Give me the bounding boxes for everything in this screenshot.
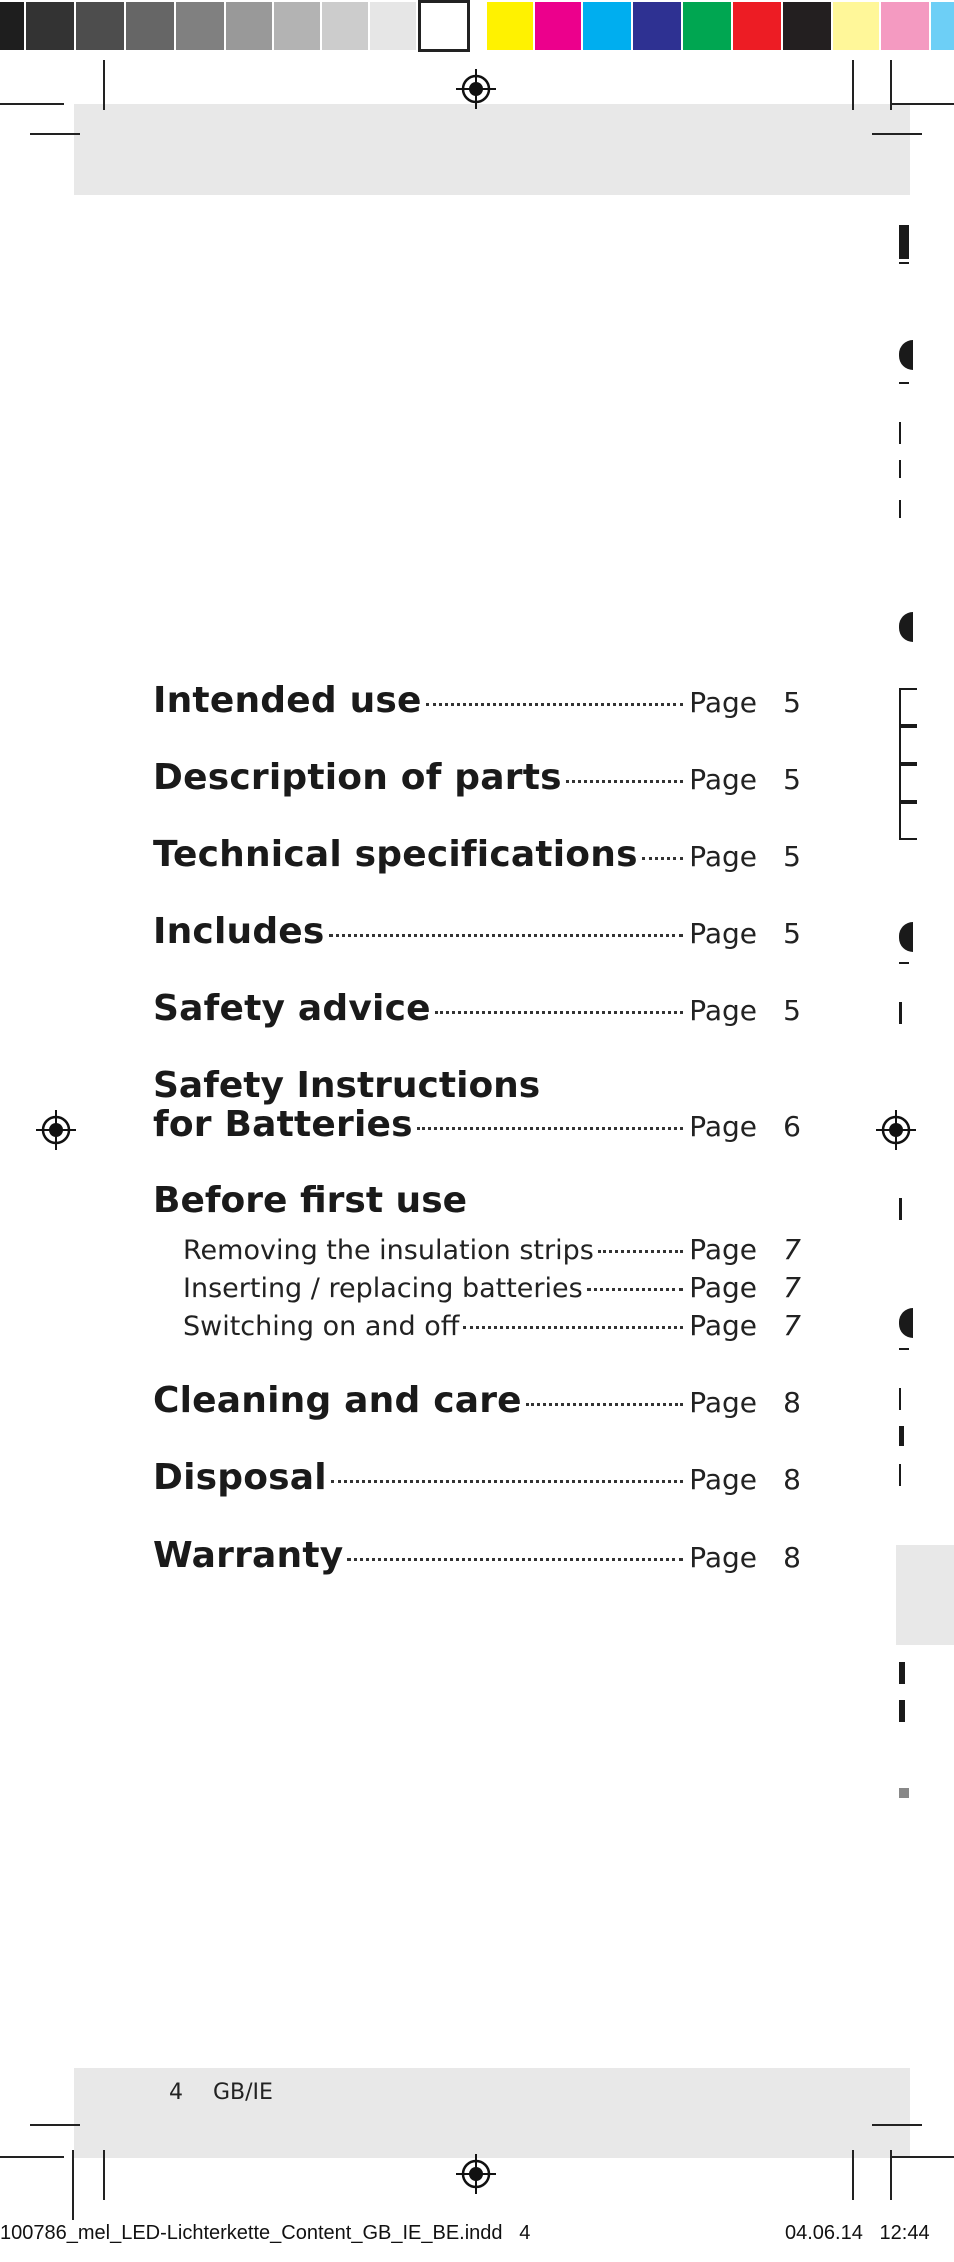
page-word: Page <box>689 1233 757 1266</box>
leader-dots <box>347 1558 683 1561</box>
toc-subentry-title: Inserting / replacing batteries <box>183 1273 583 1304</box>
page-number: 8 <box>783 1386 801 1419</box>
color-swatch <box>931 2 954 50</box>
page-word: Page <box>689 917 757 950</box>
table-fragment <box>899 802 917 840</box>
toc-entry-title: Disposal <box>153 1457 327 1498</box>
grey-swatch <box>0 2 24 50</box>
text-fragment <box>899 500 901 518</box>
leader-dots <box>598 1250 683 1253</box>
toc-subentry-title: Removing the insulation strips <box>183 1235 594 1266</box>
crop-mark <box>852 60 854 110</box>
table-fragment <box>899 726 917 764</box>
toc-entry <box>153 680 801 721</box>
rule-fragment <box>899 262 909 264</box>
toc-entry <box>153 1457 801 1498</box>
heading-fragment <box>899 225 909 259</box>
leader-dots <box>642 857 684 860</box>
crop-mark <box>872 2124 922 2126</box>
heading-fragment <box>899 340 913 370</box>
grey-swatch <box>176 2 224 50</box>
page-word: Page <box>689 1541 757 1574</box>
footer-locale: GB/IE <box>213 2080 273 2105</box>
toc-section-heading: Before first use <box>153 1180 468 1221</box>
page-number: 7 <box>783 1271 801 1304</box>
page-number: 7 <box>783 1233 801 1266</box>
toc-entry-title: Cleaning and care <box>153 1380 522 1421</box>
table-fragment <box>899 688 917 726</box>
rule-fragment <box>899 962 909 964</box>
bullet-fragment <box>899 1788 909 1798</box>
header-band <box>74 104 910 195</box>
page-word: Page <box>689 994 757 1027</box>
rule-fragment <box>899 382 909 384</box>
page-number: 5 <box>783 840 801 873</box>
page-number: 8 <box>783 1541 801 1574</box>
toc-entry-title: Includes <box>153 911 325 952</box>
crop-mark <box>890 2156 954 2158</box>
leader-dots <box>526 1403 683 1406</box>
leader-dots <box>587 1288 684 1291</box>
crop-mark <box>30 2124 80 2126</box>
page-word: Page <box>689 1386 757 1419</box>
leader-dots <box>426 703 684 706</box>
grey-swatch <box>418 0 470 52</box>
crop-mark <box>0 103 64 105</box>
color-swatch <box>583 2 631 50</box>
crop-mark <box>103 2150 105 2200</box>
crop-mark <box>0 2156 64 2158</box>
registration-mark-icon <box>456 2154 496 2194</box>
crop-mark <box>72 2150 74 2220</box>
crop-mark <box>103 60 105 110</box>
rule-fragment <box>899 1348 909 1350</box>
heading-fragment <box>899 1308 913 1338</box>
color-swatch <box>733 2 781 50</box>
text-fragment <box>899 1700 905 1722</box>
crop-mark <box>890 103 954 105</box>
grey-swatch <box>322 2 368 50</box>
page-word: Page <box>689 1309 757 1342</box>
toc-entry <box>153 757 801 798</box>
leader-dots <box>435 1011 683 1014</box>
toc-entry-title: Intended use <box>153 680 422 721</box>
text-fragment <box>899 1662 905 1684</box>
page-word: Page <box>689 686 757 719</box>
toc-subentry <box>183 1233 801 1266</box>
toc-entry-title-line1: Safety Instructions <box>153 1065 541 1106</box>
text-fragment <box>899 460 901 478</box>
page-word: Page <box>689 1271 757 1304</box>
grey-swatch <box>274 2 320 50</box>
toc-entry-title: Safety advice <box>153 988 431 1029</box>
leader-dots <box>417 1127 683 1130</box>
crop-mark <box>872 133 922 135</box>
color-swatch <box>683 2 731 50</box>
page-number: 8 <box>783 1463 801 1496</box>
footer-page-number: 4 <box>169 2080 183 2105</box>
page-word: Page <box>689 1463 757 1496</box>
leader-dots <box>329 934 684 937</box>
table-fragment <box>899 764 917 802</box>
toc-entry <box>153 911 801 952</box>
text-fragment <box>899 422 901 444</box>
leader-dots <box>331 1480 683 1483</box>
print-slug-datetime: 04.06.14 12:44 <box>785 2222 930 2244</box>
page-word: Page <box>689 763 757 796</box>
crop-mark <box>30 133 80 135</box>
heading-fragment <box>899 612 913 642</box>
grey-swatch <box>226 2 272 50</box>
toc-entry <box>153 1380 801 1421</box>
page-number: 5 <box>783 763 801 796</box>
page-number: 6 <box>783 1110 801 1143</box>
toc-entry-title: Warranty <box>153 1535 344 1576</box>
toc-entry <box>153 1535 801 1576</box>
page-number: 5 <box>783 917 801 950</box>
toc-entry <box>153 988 801 1029</box>
leader-dots <box>566 780 683 783</box>
toc-subentry-title: Switching on and off <box>183 1311 460 1342</box>
page-number: 7 <box>783 1309 801 1342</box>
toc-entry <box>153 834 801 875</box>
text-fragment <box>899 1388 901 1410</box>
grey-swatch <box>370 2 416 50</box>
table-of-contents <box>153 680 801 1600</box>
grey-swatch <box>26 2 74 50</box>
next-page-edge <box>896 150 954 1850</box>
registration-mark-icon <box>36 1110 76 1150</box>
text-fragment <box>899 1002 902 1024</box>
toc-entry-title: Description of parts <box>153 757 562 798</box>
color-swatch <box>783 2 831 50</box>
page-word: Page <box>689 1110 757 1143</box>
text-fragment <box>899 1426 904 1446</box>
color-swatch <box>833 2 879 50</box>
heading-fragment <box>899 922 913 952</box>
color-swatch <box>487 2 533 50</box>
toc-subentry <box>183 1309 801 1342</box>
color-swatch <box>633 2 681 50</box>
toc-entry-title: Technical specifications <box>153 834 638 875</box>
page-number: 5 <box>783 994 801 1027</box>
note-box-fragment <box>896 1545 954 1645</box>
crop-mark <box>852 2150 854 2200</box>
toc-entry <box>153 1104 801 1145</box>
text-fragment <box>899 1464 901 1486</box>
color-swatch <box>535 2 581 50</box>
text-fragment <box>899 1198 902 1220</box>
registration-mark-icon <box>456 69 496 109</box>
page-number: 5 <box>783 686 801 719</box>
print-slug-filename: 100786_mel_LED-Lichterkette_Content_GB_IE_BE.indd 4 <box>0 2222 531 2244</box>
leader-dots <box>463 1326 683 1329</box>
toc-entry-title-line2: for Batteries <box>153 1104 413 1145</box>
grey-swatch <box>126 2 174 50</box>
color-swatch <box>881 2 929 50</box>
page-word: Page <box>689 840 757 873</box>
footer-band <box>74 2068 910 2158</box>
grey-swatch <box>76 2 124 50</box>
toc-subentry <box>183 1271 801 1304</box>
